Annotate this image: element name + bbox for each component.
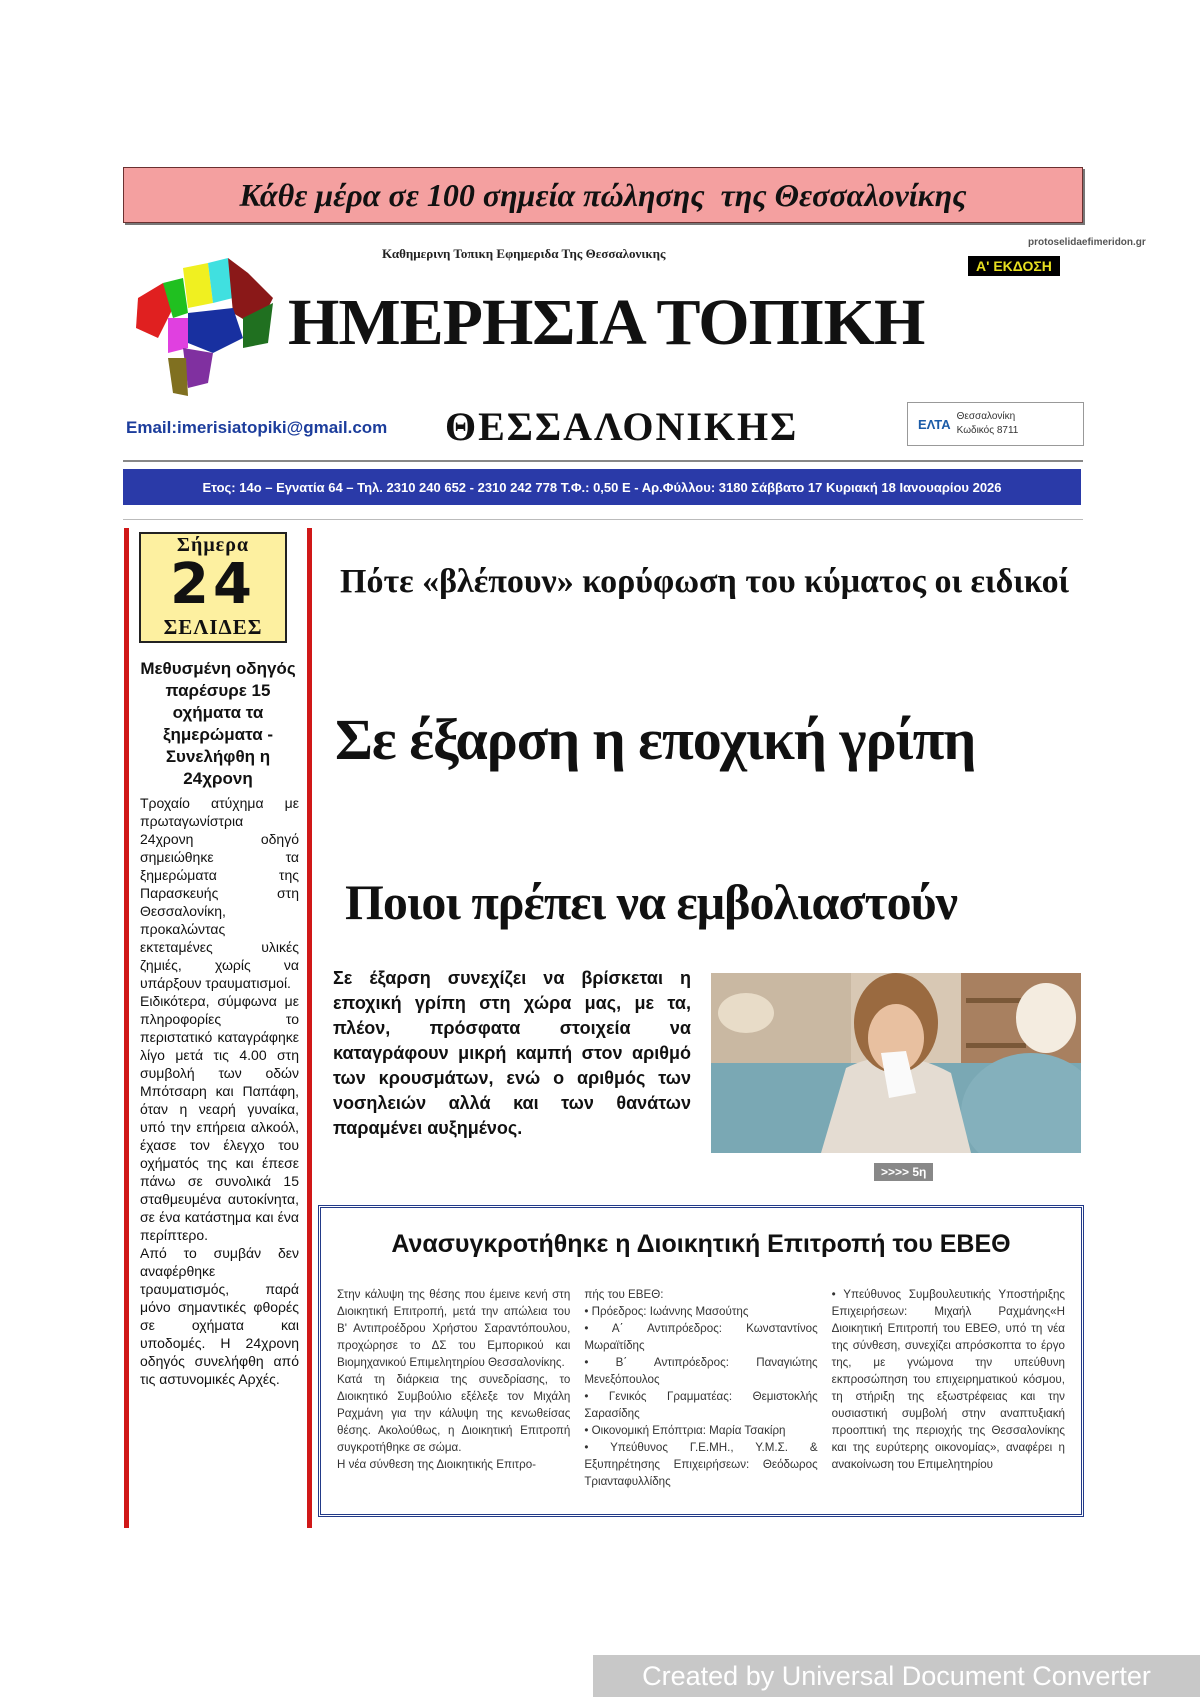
paragraph: πής του ΕΒΕΘ: <box>584 1288 664 1301</box>
masthead-city: ΘΕΣΣΑΛΟΝΙΚΗΣ <box>445 404 799 449</box>
elta-city: Θεσσαλονίκη <box>956 411 1016 422</box>
masthead-tagline: Καθημερινη Τοπικη Εφημεριδα Της Θεσσαλονικης <box>382 246 666 261</box>
side-story-body <box>137 794 299 1388</box>
paragraph: Ειδικότερα, σύμφωνα με πληροφορίες το περιστατικό καταγράφηκε λίγο μετά τις 4.00 στη συμβολή των οδών Μπότσαρη και Παπάφη, όταν η νεαρή γυναίκα, υπό την επήρεια αλκοόλ, έχασε τον έλεγχο του οχήματός της και έπεσε πάνω σε συνολικά 15 σταθμευμένα αυτοκίνητα, σε ένα κατάστημα και ένα περίπτερο. <box>140 993 299 1243</box>
issue-info-bar <box>123 469 1081 505</box>
ebeth-column-3 <box>832 1286 1065 1490</box>
page-count-box <box>139 532 287 643</box>
edition-badge: Α' ΕΚΔΟΣΗ <box>968 256 1060 276</box>
divider <box>123 519 1083 520</box>
column-rule-right <box>307 528 312 1528</box>
promo-text: Κάθε μέρα σε 100 σημεία πώλησης της Θεσσαλονίκης <box>239 176 967 213</box>
elta-postal-box <box>907 402 1084 446</box>
main-headline: Σε έξαρση η εποχική γρίπη <box>335 707 976 772</box>
pages-number: 24 <box>170 552 256 617</box>
main-lead-paragraph: Σε έξαρση συνεχίζει να βρίσκεται η εποχική γρίπη στη χώρα μας, με τα, πλέον, πρόσφατα στοιχεία να καταγράφουν μικρή καμπή στον αριθμό των κρουσμάτων, ενώ ο αριθμός των νοσηλειών αλλά και των θανάτων παραμένει αυξημένος. <box>333 968 691 1138</box>
newspaper-title: ΗΜΕΡΗΣΙΑ ΤΟΠΙΚΗ <box>288 286 925 359</box>
ebeth-column-1 <box>337 1286 570 1490</box>
side-story-headline: Μεθυσμένη οδηγός παρέσυρε 15 οχήματα τα ξημερώματα - Συνελήφθη η 24χρονη <box>140 659 296 788</box>
source-watermark: protoselidaefimeridon.gr <box>1028 237 1146 248</box>
paragraph: Τροχαίο ατύχημα με πρωταγωνίστρια 24χρονη οδηγό σημειώθηκε τα ξημερώματα της Παρασκευής στη Θεσσαλονίκη, προκαλώντας εκτεταμένες υλικές ζημιές, χωρίς να υπάρξουν τραυματισμοί. <box>140 795 299 991</box>
woman-sneezing-photo <box>711 973 1081 1153</box>
ebeth-headline: Ανασυγκροτήθηκε η Διοικητική Επιτροπή του ΕΒΕΘ <box>391 1230 1011 1258</box>
divider <box>123 460 1083 462</box>
pages-label-bottom: ΣΕΛΙΔΕΣ <box>163 615 263 639</box>
list-item: • Οικονομική Επόπτρια: Μαρία Τσακίρη <box>584 1424 786 1437</box>
side-story <box>137 658 299 1388</box>
paragraph: Η νέα σύνθεση της Διοικητικής Επιτρο- <box>337 1458 537 1471</box>
continued-page-link[interactable]: >>>> 5η <box>874 1163 933 1181</box>
list-item: • Υπεύθυνος Γ.Ε.ΜΗ., Υ.Μ.Σ. & Εξυπηρέτησης Επιχειρήσεων: Θεόδωρος Τριανταφυλλίδης <box>584 1441 818 1488</box>
paragraph: Κατά τη διάρκεια της συνεδρίασης, το Διοικητικό Συμβούλιο εξέλεξε τον Μιχάλη Ραχμάνη για την κάλυψη της κενωθείσας θέσης. Ακολούθως, η Διοικητική Επιτροπή συγκροτήθηκε σε σώμα. <box>337 1373 571 1454</box>
list-item: • Α΄ Αντιπρόεδρος: Κωνσταντίνος Μωραϊτίδης <box>584 1322 818 1352</box>
elta-code: Κωδικός 8711 <box>956 425 1019 436</box>
main-subhead: Ποιοι πρέπει να εμβολιαστούν <box>345 874 957 930</box>
promo-banner <box>123 167 1083 223</box>
main-kicker: Πότε «βλέπουν» κορύφωση του κύματος οι ειδικοί <box>340 563 1070 600</box>
list-item: • Πρόεδρος: Ιωάννης Μασούτης <box>584 1305 749 1318</box>
column-rule-left <box>124 528 129 1528</box>
paragraph: Από το συμβάν δεν αναφέρθηκε τραυματισμός, παρά μόνο σημαντικές φθορές σε οχήματα και υποδομές. Η 24χρονη οδηγός συνελήφθη από τις αστυνομικές Αρχές. <box>140 1245 299 1387</box>
list-item: • Γενικός Γραμματέας: Θεμιστοκλής Σαρασίδης <box>584 1390 818 1420</box>
list-item: • Β΄ Αντιπρόεδρος: Παναγιώτης Μενεξόπουλος <box>584 1356 818 1386</box>
issue-info-text: Ετος: 14ο – Εγνατία 64 – Τηλ. 2310 240 652 - 2310 242 778 Τ.Φ.: 0,50 Ε - Αρ.Φύλλου: 3180 Σάββατο 17 Κυριακή 18 Ιανουαρίου 2026 <box>202 479 1002 495</box>
pages-label-top: Σήμερα <box>176 534 250 556</box>
ebeth-column-2 <box>584 1286 817 1490</box>
paragraph: Στην κάλυψη της θέσης που έμεινε κενή στη Διοικητική Επιτροπή, μετά την απώλεια του Β' Αντιπροέδρου Χρήστου Σαραντόπουλου, προχώρησε το ΔΣ του Εμπορικού και Βιομηχανικού Επιμελητηρίου Θεσσαλονίκης. <box>337 1288 571 1369</box>
ebeth-article-box <box>318 1205 1084 1517</box>
contact-email[interactable]: Email:imerisiatopiki@gmail.com <box>126 418 388 437</box>
paragraph: • Υπεύθυνος Συμβουλευτικής Υποστήριξης Επιχειρήσεων: Μιχαήλ Ραχμάνης«Η Διοικητική Επιτροπή του ΕΒΕΘ, υπό τη νέα της σύνθεση, συνεχίζει απρόσκοπτα το έργο της, με γνώμονα την υπεύθυνη εκπροσώπηση του επιχειρηματικού κόσμου, τη στήριξη της εξωστρέφειας και την ουσιαστική συμβολή στην αναπτυξιακή προοπτική της περιοχής της Θεσσαλονίκης και της ευρύτερης οικονομίας», αναφέρει η ανακοίνωση του Επιμελητηρίου <box>831 1288 1065 1471</box>
converter-watermark: Created by Universal Document Converter <box>593 1655 1200 1697</box>
region-map-logo <box>128 258 278 398</box>
elta-logo-icon: ΕΛΤΑ <box>918 416 951 432</box>
